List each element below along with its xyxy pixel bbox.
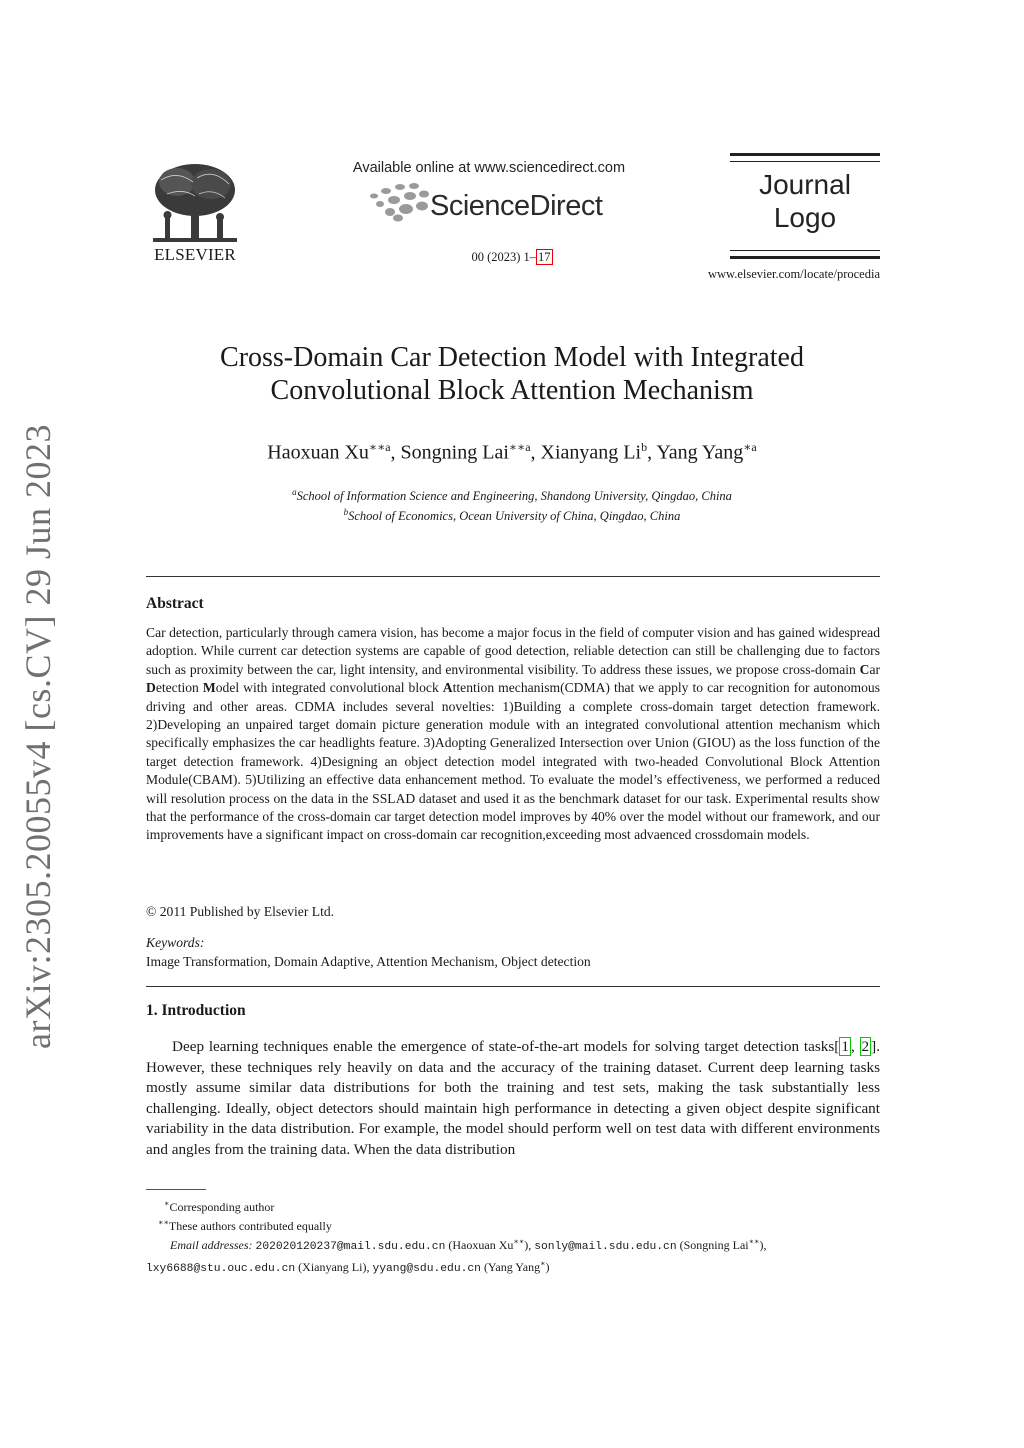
abstract-bold: D <box>146 680 156 696</box>
affiliations <box>160 484 864 524</box>
author-name: Haoxuan Xu <box>267 441 369 464</box>
copyright-line: © 2011 Published by Elsevier Ltd. <box>146 904 335 919</box>
footnote-mark: ∗∗ <box>748 1237 760 1247</box>
journal-url: www.elsevier.com/locate/procedia <box>707 267 880 281</box>
abstract-top-rule <box>146 576 880 577</box>
author-mark: ∗∗a <box>368 440 391 454</box>
footnote-mark: ∗ <box>540 1258 546 1268</box>
affiliation <box>160 504 864 524</box>
keywords: Image Transformation, Domain Adaptive, Attention Mechanism, Object detection <box>146 954 591 969</box>
author-name: Songning Lai <box>400 441 509 464</box>
available-online-text: Available online at www.sciencedirect.com <box>352 160 626 176</box>
journal-logo-top-rule <box>730 153 880 162</box>
elsevier-tree-logo <box>147 160 243 248</box>
author-list: Haoxuan $Xu^{∗∗a}$, Songning Lai$^{∗∗a}$, Xianyang Li$^b$, Yang Yang$^{∗a}$ <box>267 440 757 464</box>
affiliation-text: School of Economics, Ocean University of China, Qingdao, China <box>348 509 681 524</box>
citation-link[interactable]: 1 <box>841 1038 849 1055</box>
keywords-bottom-rule <box>146 986 880 987</box>
volume-line <box>400 250 624 265</box>
affiliation-text: School of Information Science and Engineering, Shandong University, Qingdao, China <box>296 489 732 504</box>
paper-title <box>160 341 864 407</box>
author-mark: ∗a <box>743 440 757 454</box>
author-name: Xianyang Li <box>540 441 642 464</box>
email-link[interactable]: lxy6688@stu.ouc.edu.cn <box>146 1262 296 1275</box>
sciencedirect-dots-icon <box>368 182 434 222</box>
keywords-label: Keywords: <box>146 935 205 950</box>
journal-logo-line1: Journal <box>759 169 851 200</box>
affiliation <box>160 484 864 504</box>
footnote-mark: ∗∗ <box>158 1218 169 1228</box>
abstract-part: Car detection, particularly through camera vision, has become a major focus in the field of computer vision and has gained widespread adoption. While current car detection systems are capable of good detection, reliable detection can still be challenging due to factors such as proximity between the car, light intensity, and environmental visibility. To address these issues, we propose cross-domain <box>146 625 880 677</box>
abstract-part: etection <box>155 680 203 696</box>
email-owner: (Songning Lai <box>676 1238 749 1253</box>
footnote-mark: ∗∗ <box>513 1237 525 1247</box>
intro-part: Deep learning techniques enable the emergence of state-of-the-art models for solving target detection tasks[ <box>172 1038 840 1055</box>
last-page-link[interactable]: 17 <box>538 250 551 264</box>
footnote-equal <box>146 1215 880 1234</box>
email-link[interactable]: yyang@sdu.edu.cn <box>372 1262 481 1275</box>
abstract-part: ar <box>869 661 880 677</box>
author-mark: ∗∗a <box>508 440 531 454</box>
intro-part: ]. However, these techniques rely heavily on data and the accuracy of the training dataset. Current deep learning tasks mostly assume similar data distributions for both the training and test sets, making the task substantially less challenging. Ideally, object detectors should maintain high performance in detecting a given object despite significant variability in the data distribution. For example, the model should perform well on test data with different environments and angles from the training data. When the data distribution <box>146 1038 880 1158</box>
volume-prefix: 00 (2023) 1– <box>471 250 537 264</box>
email-link[interactable]: 202020120237@mail.sdu.edu.cn <box>255 1241 446 1254</box>
title-line-2: Convolutional Block Attention Mechanism <box>270 375 754 406</box>
affiliation-mark: b <box>343 507 349 518</box>
abstract-bold: M <box>202 680 216 696</box>
sciencedirect-wordmark: ScienceDirect <box>430 190 603 222</box>
footnote-mark: ∗ <box>164 1199 170 1208</box>
intro-text <box>146 1037 880 1161</box>
abstract-heading: Abstract <box>146 595 204 612</box>
abstract-bold: A <box>442 680 453 696</box>
title-line-1: Cross-Domain Car Detection Model with Integrated <box>220 342 804 373</box>
email-label: Email addresses: <box>170 1238 256 1253</box>
email-owner: (Xianyang Li), <box>295 1259 373 1274</box>
journal-logo <box>730 168 880 234</box>
abstract-part: odel with integrated convolutional block <box>215 680 443 696</box>
footnote-text: These authors contributed equally <box>168 1219 332 1234</box>
abstract-bold: C <box>859 661 870 677</box>
email-link[interactable]: sonly@mail.sdu.edu.cn <box>534 1241 677 1254</box>
affiliation-mark: a <box>292 487 297 497</box>
arxiv-stamp: arXiv:2305.20055v4 [cs.CV] 29 Jun 2023 <box>18 424 58 1049</box>
email-owner: (Haoxuan Xu <box>445 1238 514 1253</box>
footnote-emails: Email addresses: 202020120237@mail.sdu.edu.cn (Haoxuan Xu∗∗), sonly@mail.sdu.edu.cn (Songning Lai∗∗), lxy6688@stu.ouc.edu.cn (Xianyang Li), yyang@sdu.edu.cn (Yang Yang∗) <box>146 1237 767 1275</box>
email-owner: (Yang Yang <box>480 1259 541 1274</box>
intro-part: , <box>850 1038 860 1055</box>
journal-logo-bottom-rule <box>730 250 880 259</box>
footnote-rule <box>146 1189 206 1190</box>
intro-heading: 1. Introduction <box>146 1002 246 1019</box>
footnote-corresponding <box>146 1196 880 1215</box>
citation-link[interactable]: 2 <box>861 1038 870 1055</box>
author-name: Yang Yang <box>656 441 744 464</box>
journal-logo-line2: Logo <box>773 202 837 233</box>
author-mark: b <box>641 440 648 454</box>
abstract-text <box>146 624 880 845</box>
footnote-text: Corresponding author <box>169 1200 275 1214</box>
abstract-part: ttention mechanism(CDMA) that we apply to car recognition for autonomous driving and other areas. CDMA includes several novelties: 1)Building a complete cross-domain target detection framework. 2)Developing an unpaired target domain picture generation module with an integrated convolutional attention mechanism which specifically emphasizes the car headlights feature. 3)Adopting Generalized Intersection over Union (GIOU) as the loss function of the target detection framework. 4)Designing an object detection model integrated with two-headed Convolutional Block Attention Module(CBAM). 5)Utilizing an effective data enhancement method. To evaluate the model’s effectiveness, we performed a reduced will resolution process on the data in the SSLAD dataset and used it as the benchmark dataset for our task. Experimental results show that the performance of the cross-domain car target detection model improves by 40% over the model without our framework, and our improvements have a significant impact on cross-domain car recognition,exceeding most advaenced crossdomain models. <box>146 680 880 843</box>
footnotes <box>146 1196 880 1277</box>
elsevier-wordmark: ELSEVIER <box>154 245 236 264</box>
